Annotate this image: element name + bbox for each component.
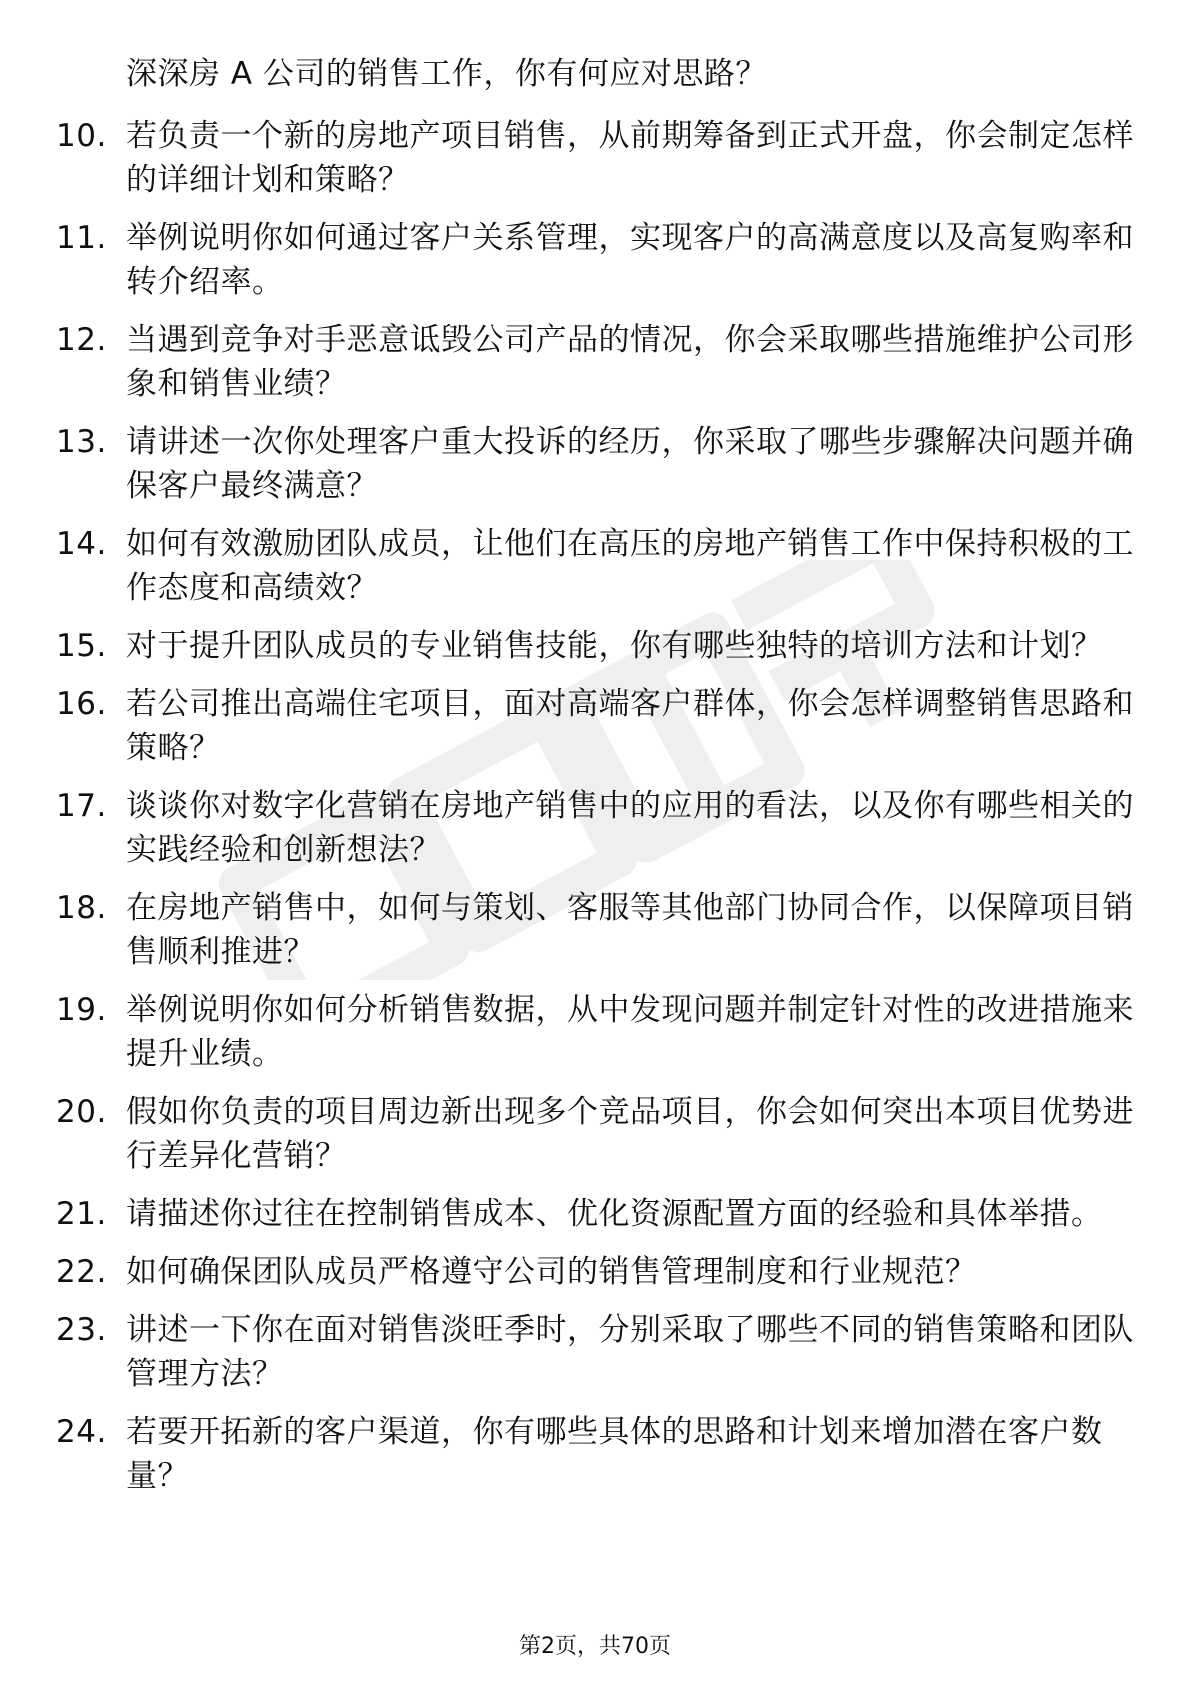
- continued-question-text: 深深房 A 公司的销售工作，你有何应对思路？: [126, 56, 767, 92]
- question-text: 讲述一下你在面对销售淡旺季时，分别采取了哪些不同的销售策略和团队管理方法？: [126, 1312, 1134, 1392]
- question-number: 23.: [56, 1312, 107, 1348]
- question-item: [56, 1250, 1136, 1294]
- question-item: [56, 522, 1136, 610]
- question-number: 20.: [56, 1094, 107, 1130]
- question-text: 对于提升团队成员的专业销售技能，你有哪些独特的培训方法和计划？: [126, 628, 1103, 664]
- question-item: [56, 886, 1136, 974]
- question-number: 19.: [56, 992, 107, 1028]
- question-number: 10.: [56, 118, 107, 154]
- question-number: 18.: [56, 890, 107, 926]
- question-number: 12.: [56, 322, 107, 358]
- question-text: 请描述你过往在控制销售成本、优化资源配置方面的经验和具体举措。: [126, 1196, 1103, 1232]
- page-number-footer: 第2页，共70页: [519, 1634, 671, 1659]
- question-item: [56, 1090, 1136, 1178]
- question-text: 若公司推出高端住宅项目，面对高端客户群体，你会怎样调整销售思路和策略？: [126, 686, 1134, 766]
- question-number: 22.: [56, 1254, 107, 1290]
- question-number: 14.: [56, 526, 107, 562]
- question-item: [56, 318, 1136, 406]
- question-text: 当遇到竞争对手恶意诋毁公司产品的情况，你会采取哪些措施维护公司形象和销售业绩？: [126, 322, 1134, 402]
- question-text: 谈谈你对数字化营销在房地产销售中的应用的看法，以及你有哪些相关的实践经验和创新想法？: [126, 788, 1134, 868]
- question-item: [56, 1308, 1136, 1396]
- question-text: 举例说明你如何分析销售数据，从中发现问题并制定针对性的改进措施来提升业绩。: [126, 992, 1134, 1072]
- question-item: [56, 624, 1136, 668]
- question-text: 在房地产销售中，如何与策划、客服等其他部门协同合作，以保障项目销售顺利推进？: [126, 890, 1134, 970]
- question-text: 请讲述一次你处理客户重大投诉的经历，你采取了哪些步骤解决问题并确保客户最终满意？: [126, 424, 1134, 504]
- question-text: 若负责一个新的房地产项目销售，从前期筹备到正式开盘，你会制定怎样的详细计划和策略？: [126, 118, 1134, 198]
- question-item: [56, 1192, 1136, 1236]
- question-item: [56, 784, 1136, 872]
- question-item: [56, 420, 1136, 508]
- question-number: 15.: [56, 628, 107, 664]
- question-number: 11.: [56, 220, 107, 256]
- question-item: [56, 216, 1136, 304]
- question-list: [56, 114, 1136, 1512]
- question-number: 21.: [56, 1196, 107, 1232]
- question-text: 如何确保团队成员严格遵守公司的销售管理制度和行业规范？: [126, 1254, 977, 1290]
- question-item: [56, 1410, 1136, 1498]
- question-number: 17.: [56, 788, 107, 824]
- question-text: 假如你负责的项目周边新出现多个竞品项目，你会如何突出本项目优势进行差异化营销？: [126, 1094, 1134, 1174]
- question-text: 如何有效激励团队成员，让他们在高压的房地产销售工作中保持积极的工作态度和高绩效？: [126, 526, 1134, 606]
- question-item: [56, 114, 1136, 202]
- question-text: 若要开拓新的客户渠道，你有哪些具体的思路和计划来增加潜在客户数量？: [126, 1414, 1103, 1494]
- question-number: 13.: [56, 424, 107, 460]
- question-text: 举例说明你如何通过客户关系管理，实现客户的高满意度以及高复购率和转介绍率。: [126, 220, 1134, 300]
- question-item: [56, 682, 1136, 770]
- question-number: 24.: [56, 1414, 107, 1450]
- question-item: [56, 988, 1136, 1076]
- question-number: 16.: [56, 686, 107, 722]
